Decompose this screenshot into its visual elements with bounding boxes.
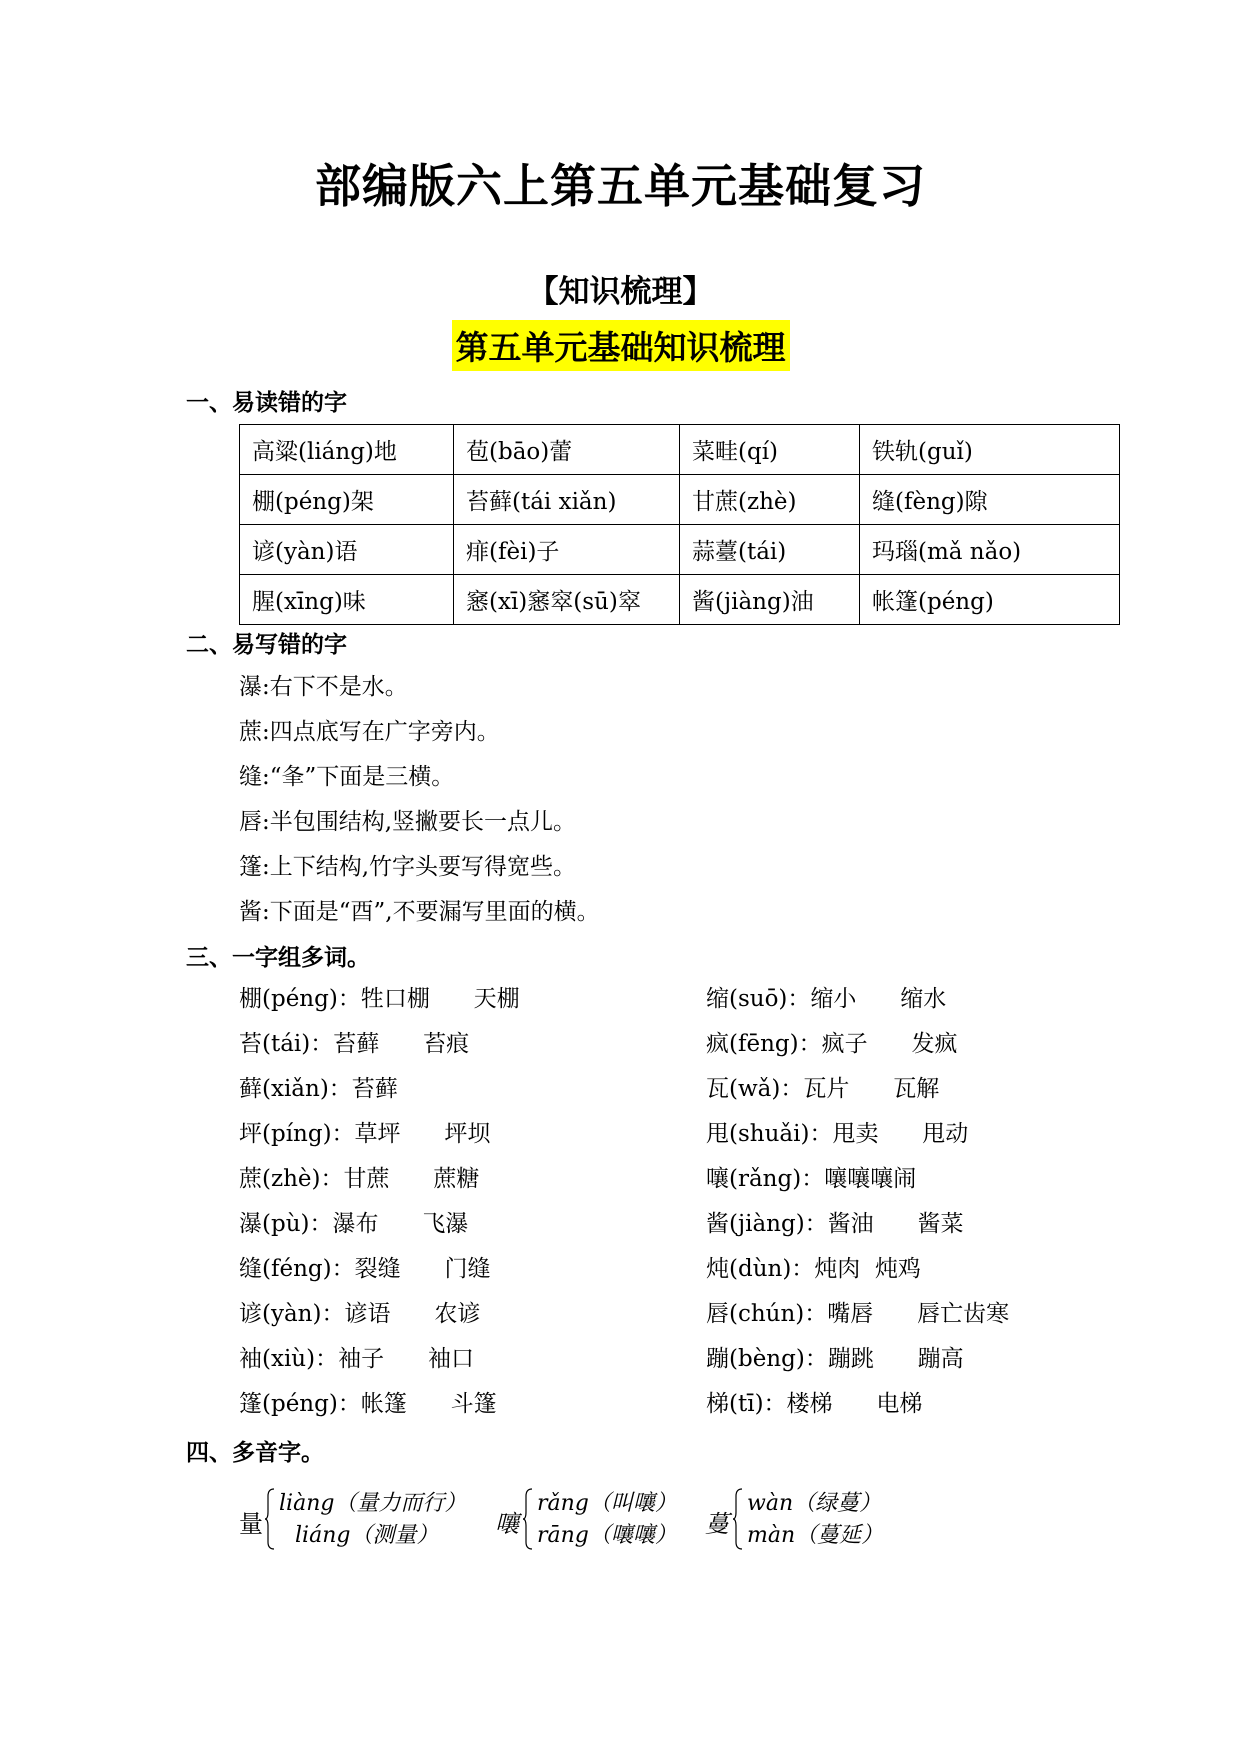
section-heading-polyphonic: 四、多音字。 <box>186 1440 324 1466</box>
word-group-left: 袖(xiù)：袖子 袖口 <box>239 1346 474 1372</box>
word-group-right: 蹦(bèng)：蹦跳 蹦高 <box>706 1346 964 1372</box>
writing-tip: 瀑:右下不是水。 <box>239 674 408 700</box>
table-cell: 腥(xīng)味 <box>240 575 454 625</box>
word-group-right: 嚷(rǎng)：嚷嚷嚷闹 <box>706 1166 917 1192</box>
table-row <box>240 425 1120 475</box>
polyphonic-characters <box>239 1484 939 1554</box>
brace-icon <box>733 1488 743 1550</box>
table-cell: 甘蔗(zhè) <box>680 475 860 525</box>
section-subtitle: 【知识梳理】 <box>527 274 714 310</box>
table-cell: 苞(bāo)蕾 <box>454 425 680 475</box>
table-row <box>240 575 1120 625</box>
table-cell: 苔藓(tái xiǎn) <box>454 475 680 525</box>
word-group-right: 炖(dùn)：炖肉 炖鸡 <box>706 1256 921 1282</box>
highlight-wrapper <box>0 320 1241 371</box>
brace-icon <box>265 1488 275 1550</box>
reading-2: màn（蔓延） <box>747 1523 884 1548</box>
word-group-right: 梯(tī)：楼梯 电梯 <box>706 1391 923 1417</box>
table-cell: 窸(xī)窸窣(sū)窣 <box>454 575 680 625</box>
word-group-right: 酱(jiàng)：酱油 酱菜 <box>706 1211 964 1237</box>
table-cell: 酱(jiàng)油 <box>680 575 860 625</box>
reading-1: rǎng（叫嚷） <box>537 1491 677 1516</box>
word-group-left: 苔(tái)：苔藓 苔痕 <box>239 1031 470 1057</box>
word-group-right: 缩(suō)：缩小 缩水 <box>706 986 947 1012</box>
table-cell: 蒜薹(tái) <box>680 525 860 575</box>
table-cell: 铁轨(guǐ) <box>860 425 1120 475</box>
polyphonic-char: 蔓 <box>705 1510 729 1538</box>
polyphonic-char: 嚷 <box>495 1510 519 1538</box>
reading-2: liáng（测量） <box>295 1523 439 1548</box>
reading-2: rāng（嚷嚷） <box>537 1523 677 1548</box>
word-group-left: 谚(yàn)：谚语 农谚 <box>239 1301 481 1327</box>
table-cell: 菜畦(qí) <box>680 425 860 475</box>
table-cell: 缝(fèng)隙 <box>860 475 1120 525</box>
table-cell: 玛瑙(mǎ nǎo) <box>860 525 1120 575</box>
writing-tip: 酱:下面是“酉”,不要漏写里面的横。 <box>239 899 600 925</box>
word-group-left: 藓(xiǎn)：苔藓 <box>239 1076 398 1102</box>
reading-1: liàng（量力而行） <box>279 1491 467 1516</box>
word-group-left: 棚(péng)：牲口棚 天棚 <box>239 986 520 1012</box>
word-group-right: 唇(chún)：嘴唇 唇亡齿寒 <box>706 1301 1010 1327</box>
word-group-left: 缝(féng)：裂缝 门缝 <box>239 1256 491 1282</box>
table-row <box>240 475 1120 525</box>
table-cell: 痱(fèi)子 <box>454 525 680 575</box>
writing-tip: 缝:“夆”下面是三横。 <box>239 764 455 790</box>
word-group-right: 瓦(wǎ)：瓦片 瓦解 <box>706 1076 940 1102</box>
table-cell: 谚(yàn)语 <box>240 525 454 575</box>
misread-words-table <box>239 424 1120 625</box>
table-cell: 高粱(liáng)地 <box>240 425 454 475</box>
writing-tip: 唇:半包围结构,竖撇要长一点儿。 <box>239 809 577 835</box>
table-row <box>240 525 1120 575</box>
word-group-left: 坪(píng)：草坪 坪坝 <box>239 1121 491 1147</box>
word-group-left: 篷(péng)：帐篷 斗篷 <box>239 1391 497 1417</box>
brace-icon <box>523 1488 533 1550</box>
word-group-right: 疯(fēng)：疯子 发疯 <box>706 1031 958 1057</box>
section-heading-miswritten: 二、易写错的字 <box>186 632 347 658</box>
highlighted-subtitle: 第五单元基础知识梳理 <box>452 320 790 371</box>
table-cell: 帐篷(péng) <box>860 575 1120 625</box>
word-group-left: 蔗(zhè)：甘蔗 蔗糖 <box>239 1166 480 1192</box>
word-group-left: 瀑(pù)：瀑布 飞瀑 <box>239 1211 469 1237</box>
page-title: 部编版六上第五单元基础复习 <box>315 159 926 213</box>
section-heading-word-groups: 三、一字组多词。 <box>186 945 370 971</box>
word-group-right: 甩(shuǎi)：甩卖 甩动 <box>706 1121 969 1147</box>
table-cell: 棚(péng)架 <box>240 475 454 525</box>
reading-1: wàn（绿蔓） <box>747 1491 882 1516</box>
polyphonic-char: 量 <box>239 1510 263 1538</box>
section-heading-misread: 一、易读错的字 <box>186 390 347 416</box>
writing-tip: 蔗:四点底写在广字旁内。 <box>239 719 500 745</box>
writing-tip: 篷:上下结构,竹字头要写得宽些。 <box>239 854 577 880</box>
